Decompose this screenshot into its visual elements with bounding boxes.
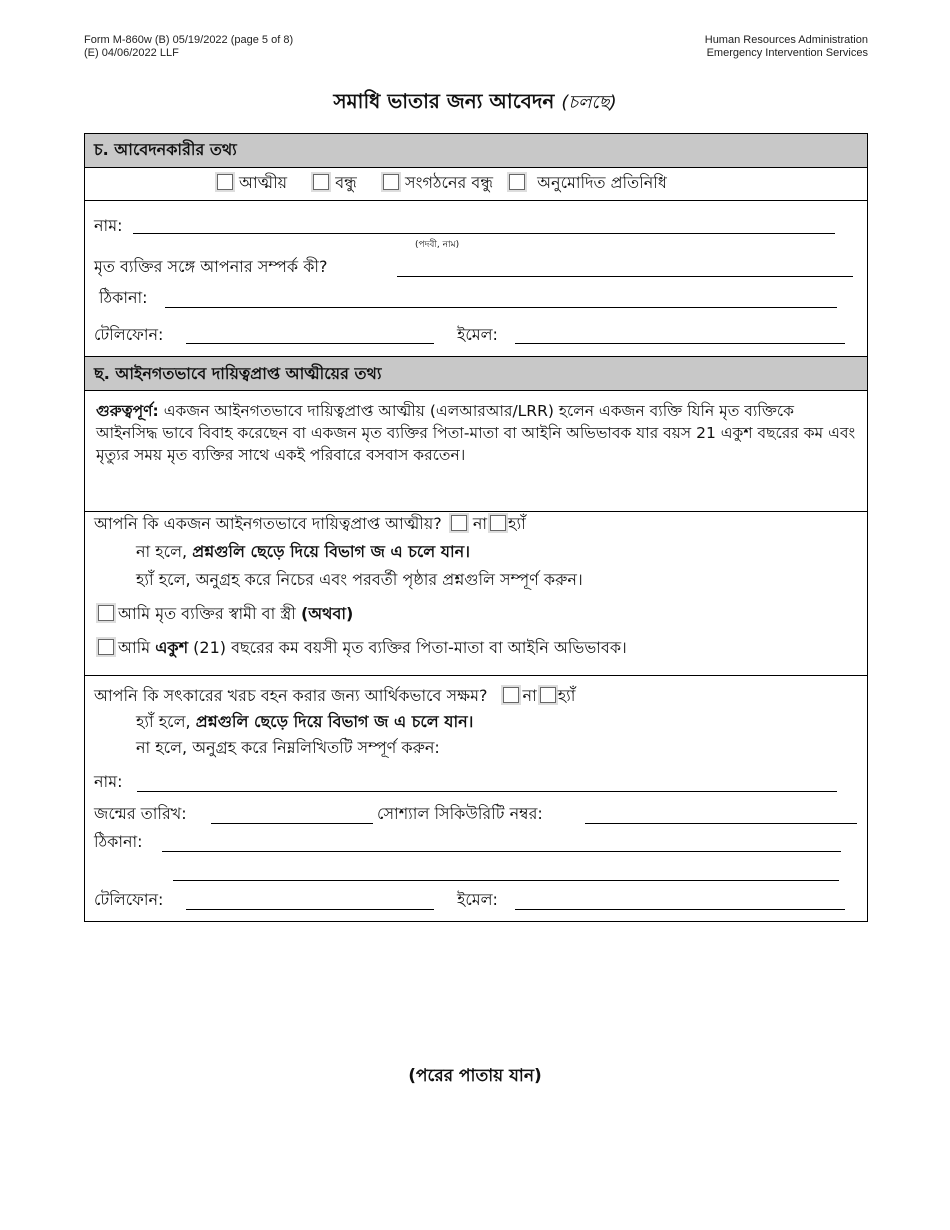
org-friend-checkbox[interactable]	[383, 174, 399, 190]
financial-question-text: আপনি কি সৎকারের খরচ বহন করার জন্য আর্থিকভাবে সক্ষম?	[94, 686, 488, 705]
parent-option	[94, 637, 627, 659]
parent-suffix: (21) বছরের কম বয়সী মৃত ব্যক্তির পিতা-মাতা বা আইনি অভিভাবক।	[188, 638, 627, 657]
form-revision: (E) 04/06/2022 LLF	[84, 47, 179, 59]
lrr-name-label: নাম:	[94, 772, 123, 791]
relation-label: মৃত ব্যক্তির সঙ্গে আপনার সম্পর্ক কী?	[94, 257, 328, 276]
lrr-if-no	[136, 541, 470, 563]
applicant-email-field[interactable]	[515, 343, 845, 344]
financial-no-label: না	[522, 686, 537, 705]
important-notice	[96, 400, 856, 466]
section-g-heading: ছ. আইনগতভাবে দায়িত্বপ্রাপ্ত আত্মীয়ের তথ্য	[85, 356, 867, 391]
applicant-phone-label: টেলিফোন:	[94, 325, 164, 344]
parent-prefix: আমি	[118, 638, 156, 657]
financial-yes-checkbox[interactable]	[540, 687, 556, 703]
lrr-email-field[interactable]	[515, 909, 845, 910]
agency-block	[705, 34, 868, 60]
lrr-no-checkbox[interactable]	[451, 515, 467, 531]
dob-label: জন্মের তারিখ:	[94, 804, 187, 823]
important-label: গুরুত্বপূর্ণ:	[96, 402, 159, 420]
lrr-if-no-instruction: প্রশ্নগুলি ছেড়ে দিয়ে বিভাগ জ এ চলে যান।	[192, 542, 470, 561]
lrr-question	[94, 513, 526, 535]
division-name: Emergency Intervention Services	[706, 47, 868, 59]
spouse-or: (অথবা)	[300, 604, 354, 623]
relation-field[interactable]	[397, 276, 853, 277]
lrr-address-field[interactable]	[162, 851, 841, 852]
authorized-rep-label: অনুমোদিত প্রতিনিধি	[537, 173, 667, 192]
spouse-text: আমি মৃত ব্যক্তির স্বামী বা স্ত্রী	[118, 604, 301, 623]
financial-if-yes	[136, 711, 473, 733]
applicant-phone-field[interactable]	[186, 343, 434, 344]
applicant-name-field[interactable]	[133, 233, 835, 234]
org-friend-label: সংগঠনের বন্ধু	[405, 173, 493, 192]
ssn-field[interactable]	[585, 823, 857, 824]
form-id-block	[84, 34, 293, 60]
applicant-name-label: নাম:	[94, 216, 123, 235]
lrr-yes-checkbox[interactable]	[490, 515, 506, 531]
relative-checkbox[interactable]	[217, 174, 233, 190]
lrr-no-label: না	[472, 514, 488, 533]
title-continued: (চলছে)	[561, 92, 617, 113]
form-id: Form M-860w (B) 05/19/2022 (page 5 of 8)	[84, 34, 294, 46]
lrr-yes-label: হ্যাঁ	[508, 514, 526, 533]
friend-label: বন্ধু	[335, 173, 357, 192]
page-title	[0, 87, 950, 120]
financial-no-checkbox[interactable]	[503, 687, 519, 703]
applicant-address-field[interactable]	[165, 307, 837, 308]
dob-field[interactable]	[211, 823, 373, 824]
lrr-address-field-line2[interactable]	[173, 880, 839, 881]
spouse-checkbox[interactable]	[98, 605, 114, 621]
spouse-option	[94, 603, 353, 625]
applicant-email-label: ইমেল:	[457, 325, 498, 344]
relationship-options	[213, 172, 667, 194]
section-f-heading: চ. আবেদনকারীর তথ্য	[85, 134, 867, 168]
parent-bold: একুশ	[155, 638, 189, 657]
continue-next-page: (পরের পাতায় যান)	[408, 1066, 542, 1086]
parent-checkbox[interactable]	[98, 639, 114, 655]
applicant-address-label: ঠিকানা:	[99, 288, 148, 307]
lrr-phone-label: টেলিফোন:	[94, 890, 164, 909]
financial-question	[94, 685, 575, 707]
lrr-question-text: আপনি কি একজন আইনগতভাবে দায়িত্বপ্রাপ্ত আত্মীয়?	[94, 514, 442, 533]
ssn-label: সোশ্যাল সিকিউরিটি নম্বর:	[377, 804, 543, 823]
financial-yes-label: হ্যাঁ	[557, 686, 576, 705]
important-text: একজন আইনগতভাবে দায়িত্বপ্রাপ্ত আত্মীয় (এলআরআর/LRR) হলেন একজন ব্যক্তি যিনি মৃত ব্যক্তিকে আইনসিদ্ধ ভাবে বিবাহ করেছেন বা একজন মৃত ব্যক্তির পিতা-মাতা বা আইনি অভিভাবক যার বয়স 21 একুশ বছরের কম এবং মৃত্যুর সময় মৃত ব্যক্তির সাথে একই পরিবারে বসবাস করতেন।	[96, 402, 856, 464]
name-hint: (পদবী, নাম)	[415, 240, 460, 250]
financial-if-no: না হলে, অনুগ্রহ করে নিম্নলিখিতটি সম্পূর্ণ করুন:	[136, 738, 440, 757]
financial-if-yes-instruction: প্রশ্নগুলি ছেড়ে দিয়ে বিভাগ জ এ চলে যান।	[195, 712, 474, 731]
financial-if-yes-prefix: হ্যাঁ হলে,	[136, 712, 196, 731]
lrr-address-label: ঠিকানা:	[94, 832, 143, 851]
title-main: সমাধি ভাতার জন্য আবেদন	[333, 89, 555, 113]
lrr-email-label: ইমেল:	[457, 890, 498, 909]
lrr-phone-field[interactable]	[186, 909, 434, 910]
authorized-rep-checkbox[interactable]	[509, 174, 525, 190]
lrr-if-no-prefix: না হলে,	[136, 542, 193, 561]
lrr-if-yes: হ্যাঁ হলে, অনুগ্রহ করে নিচের এবং পরবর্তী পৃষ্ঠার প্রশ্নগুলি সম্পূর্ণ করুন।	[136, 570, 583, 589]
relative-label: আত্মীয়	[239, 173, 288, 192]
lrr-name-field[interactable]	[137, 791, 837, 792]
friend-checkbox[interactable]	[313, 174, 329, 190]
application-form	[84, 133, 868, 922]
agency-name: Human Resources Administration	[704, 34, 868, 46]
